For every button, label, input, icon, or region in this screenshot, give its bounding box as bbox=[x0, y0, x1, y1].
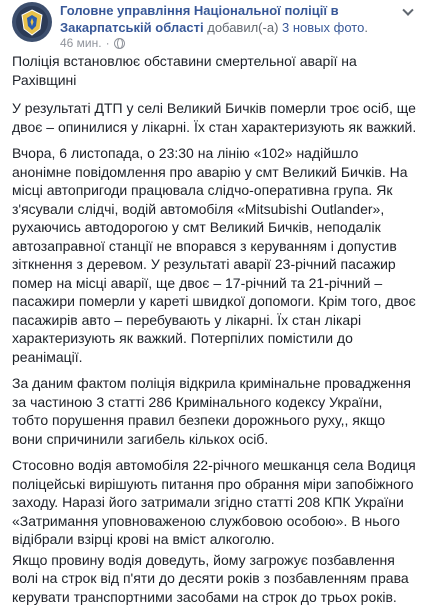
post-meta bbox=[60, 36, 125, 50]
meta-separator: · bbox=[106, 36, 110, 50]
page-name-link[interactable]: Головне управління Національної поліції в Закарпатській області bbox=[60, 3, 339, 35]
post-action-end: . bbox=[364, 20, 368, 35]
post-paragraph-4: Стосовно водія автомобіля 22-річного мешканця села Водиця поліцейські вирішують питання про обрання міри запобіжного заходу. Наразі його затримали згідно статті 208 КПК України «Затримання уповноваженою службовою особою». В нього відібрали взірці крові на вміст алкоголю. bbox=[12, 456, 417, 549]
globe-icon bbox=[114, 38, 125, 49]
post-header bbox=[8, 0, 421, 52]
page-avatar[interactable] bbox=[12, 2, 52, 42]
post-paragraph-1: У результаті ДТП у селі Великий Бичків померли троє осіб, ще двоє – опинилися у лікарні. Їх стан характеризують як важкий. bbox=[12, 99, 417, 136]
police-badge-icon bbox=[15, 5, 49, 39]
post-body bbox=[8, 52, 421, 606]
post-timestamp[interactable]: 46 мин. bbox=[60, 36, 102, 50]
chevron-down-icon[interactable] bbox=[401, 6, 415, 20]
post-paragraph-2: Вчора, 6 листопада, о 23:30 на лінію «102» надійшло анонімне повідомлення про аварію у смт Великий Бичків. На місці автопригоди працювала слідчо-оперативна група. Як з'ясували слідчі, водій автомобіля «Mitsubishi Outlander», рухаючись автодорогою у смт Великий Бичків, неподалік автозаправної станції не впорався з керуванням і допустив зіткнення з деревом. У результаті аварії 23-річний пасажир помер на місці аварії, ще двоє – 17-річний та 21-річний – пасажири померли у кареті швидкої допомоги. Крім того, двоє пасажирів авто – перебувають у лікарні. Їх стан лікарі характеризують як важкий. Потерпілих помістили до реанімації. bbox=[12, 144, 417, 366]
post-paragraph-5: Якщо провину водія доведуть, йому загрожує позбавлення волі на строк від п'яти до десяти років з позбавленням права керувати транспортними засобами на строк до трьох років. bbox=[12, 551, 417, 606]
post-author-line bbox=[60, 2, 415, 36]
post-title: Поліція встановлює обставини смертельної аварії на Рахівщині bbox=[12, 52, 417, 89]
photos-link[interactable]: 3 новых фото bbox=[282, 20, 364, 35]
post-action-text: добавил(-а) bbox=[204, 20, 282, 35]
post-paragraph-3: За даним фактом поліція відкрила кримінальне провадження за частиною 3 статті 286 Кримінального кодексу України, тобто порушення правил безпеки дорожнього руху,, якщо вони спричинили загибель кількох осіб. bbox=[12, 374, 417, 448]
